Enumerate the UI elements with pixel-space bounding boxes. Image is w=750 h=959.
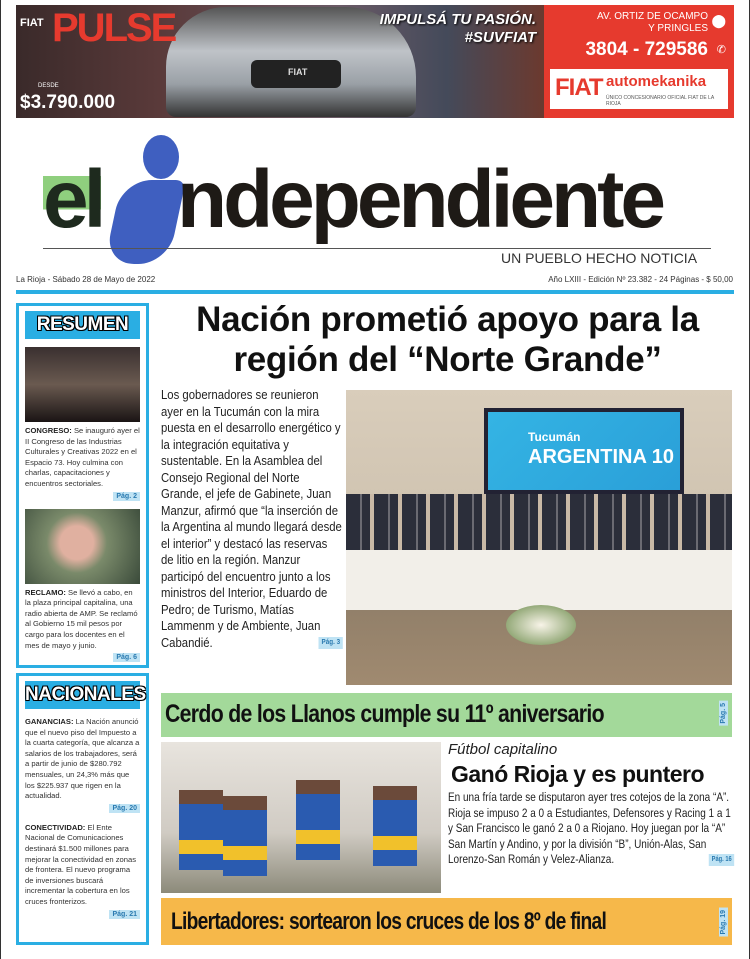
resumen-box	[16, 303, 149, 668]
ad-slogan: IMPULSÁ TU PASIÓN. #SUVFIAT	[379, 11, 536, 46]
futbol-article	[448, 790, 734, 868]
logo-text: ndependiente	[177, 154, 663, 245]
logo-el: el	[43, 154, 102, 245]
ad-price-prefix: DESDE	[38, 83, 59, 89]
whatsapp-icon: ✆	[716, 44, 726, 56]
ad-model: PULSE	[52, 6, 176, 50]
nacionales-title: NACIONALES	[25, 681, 140, 709]
libertadores-headline: Libertadores: sortearon los cruces de los 8º de final	[171, 908, 607, 935]
norte-grande-photo	[346, 390, 732, 685]
event-screen: Tucumán ARGENTINA 10	[484, 408, 684, 494]
divider	[16, 290, 734, 294]
congreso-photo	[25, 347, 140, 422]
ad-brand: FIAT	[20, 17, 44, 29]
main-article	[161, 387, 343, 651]
tagline: UN PUEBLO HECHO NOTICIA	[501, 250, 698, 266]
page-ref[interactable]: Pág. 3	[319, 637, 343, 649]
nacionales-box	[16, 673, 149, 945]
ad-price: $3.790.000	[20, 92, 116, 113]
page-ref[interactable]: Pág. 21	[109, 910, 140, 919]
futbol-body: En una fría tarde se disputaron ayer tres cotejos de la zona “A”. Rioja se impuso 2 a 0 a Estudiantes, Defensores y Racing 1 a 1 y San Francisco le ganó 2 a 0 a Riojano. Hoy juegan por la “A” San Martín y Andino, y por la división “B”, Unión-Alas, San Lorenzo-San Román y Velez-Alianza.	[448, 790, 731, 866]
libertadores-banner[interactable]	[161, 898, 732, 945]
player	[223, 796, 267, 876]
conference-table	[346, 550, 732, 610]
football-photo	[161, 742, 441, 893]
location-pin-icon: ⬤	[711, 13, 726, 28]
resumen-title: RESUMEN	[25, 311, 140, 339]
page-ref[interactable]: Pág. 19	[720, 910, 727, 935]
ad-address: AV. ORTIZ DE OCAMPO Y PRINGLES	[597, 11, 708, 34]
main-headline[interactable]: Nación prometió apoyo para la región del “Norte Grande”	[196, 300, 699, 379]
nacionales-item[interactable]: GANANCIAS: La Nación anunció que el nuevo piso del Impuesto a la cuarta categoría, que alcanza a salarios de los trabajadores, será a partir de junio de $280.792 mensuales, un 24,3% más que los $225.937 que rigen en la actualidad.	[25, 717, 140, 801]
page-ref[interactable]: Pág. 5	[720, 703, 727, 724]
ad-phone: 3804 - 729586	[585, 39, 708, 60]
page-ref[interactable]: Pág. 6	[113, 653, 140, 662]
cerdo-headline: Cerdo de los Llanos cumple su 11º aniversario	[165, 700, 604, 728]
nacionales-item[interactable]: CONECTIVIDAD: El Ente Nacional de Comunicaciones destinará $1.500 millones para mejorar la conectividad en zonas de frontera. El nuevo programa de inversiones buscará incrementar la cobertura en los cruces fronterizos.	[25, 822, 137, 906]
futbol-headline[interactable]: Ganó Rioja y es puntero	[451, 761, 705, 787]
dateline: La Rioja - Sábado 28 de Mayo de 2022	[16, 275, 156, 284]
cerdo-banner[interactable]	[161, 693, 732, 737]
player	[296, 780, 340, 860]
resumen-item[interactable]: RECLAMO: Se llevó a cabo, en la plaza principal capitalina, una radio abierta de AMP. Se reclamó al Gobierno 15 mil pesos por cargo para los docentes en el mes de mayo y junio.	[25, 587, 138, 650]
flowers	[506, 605, 576, 645]
reclamo-photo	[25, 509, 140, 584]
masthead-rule	[43, 248, 711, 249]
page-ref[interactable]: Pág. 2	[113, 492, 140, 501]
logo-i-icon	[104, 180, 186, 264]
grill-badge: FIAT	[288, 67, 308, 77]
resumen-item[interactable]: CONGRESO: Se inauguró ayer el II Congreso de las Industrias Culturales y Creativas 2022 en el Espacio 73. Hoy culmina con charlas, capacitaciones y encuentros sectoriales.	[25, 426, 140, 488]
page-ref[interactable]: Pág. 16	[709, 854, 734, 866]
fiat-pulse-advertisement[interactable]	[16, 5, 734, 118]
edition-info: Año LXIII - Edición Nº 23.382 - 24 Páginas - $ 50,00	[548, 275, 733, 284]
futbol-kicker: Fútbol capitalino	[448, 741, 558, 758]
dealer-logo: FIAT automekanika ÚNICO CONCESIONARIO OFICIAL FIAT DE LA RIOJA	[550, 69, 728, 109]
player	[373, 786, 417, 866]
logo-i-dot	[143, 135, 179, 179]
main-article-body: Los gobernadores se reunieron ayer en la Tucumán con la mira puesta en el desarrollo energético y la integración equitativa y sustentable. En la Asamblea del Consejo Regional del Norte Grande, el jefe de Gabinete, Juan Manzur, afirmó que “la inserción de la Argentina al mundo llegará desde el interior” y destacó las reservas de litio en la región. Manzur participó del encuentro junto a los ministros del Interior, Eduardo de Pedro; de Turismo, Matías Lammenm y de Ambiente, Juan Cabandié.	[161, 388, 342, 650]
player	[179, 790, 223, 870]
page-ref[interactable]: Pág. 20	[109, 804, 140, 813]
